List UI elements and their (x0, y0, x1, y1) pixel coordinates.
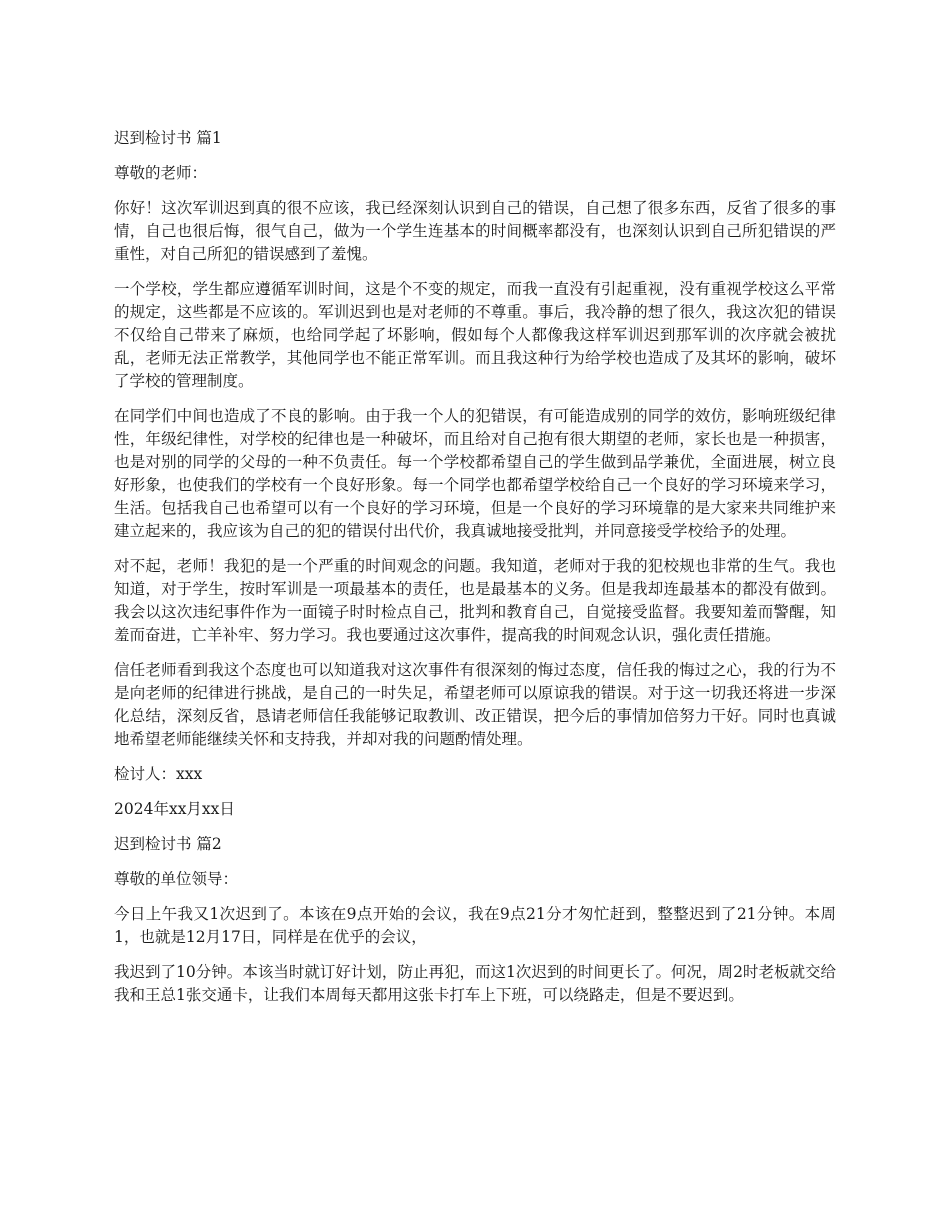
body-paragraph: 我迟到了10分钟。本该当时就订好计划，防止再犯，而这1次迟到的时间更长了。何况，周2时老板就交给我和王总1张交通卡，让我们本周每天都用这张卡打车上下班，可以绕路走，但是不要迟到。 (114, 963, 836, 1004)
body-paragraph: 信任老师看到我这个态度也可以知道我对这次事件有很深刻的悔过态度，信任我的悔过之心，我的行为不是向老师的纪律进行挑战，是自己的一时失足，希望老师可以原谅我的错误。对于这一切我还将进一步深化总结，深刻反省，恳请老师信任我能够记取教训、改正错误，把今后的事情加倍努力干好。同时也真诚地希望老师能继续关怀和支持我，并却对我的问题酌情处理。 (114, 661, 836, 748)
section-title-2: 迟到检讨书 篇2 (114, 835, 222, 853)
section-title-1: 迟到检讨书 篇1 (114, 129, 222, 147)
body-paragraph: 今日上午我又1次迟到了。本该在9点开始的会议，我在9点21分才匆忙赶到，整整迟到了21分钟。本周1，也就是12月17日，同样是在优乎的会议， (114, 905, 836, 946)
body-paragraph: 一个学校，学生都应遵循军训时间，这是个不变的规定，而我一直没有引起重视，没有重视学校这么平常的规定，这些都是不应该的。军训迟到也是对老师的不尊重。事后，我冷静的想了很久，我这次犯的错误不仅给自己带来了麻烦，也给同学起了坏影响，假如每个人都像我这样军训迟到那军训的次序就会被扰乱，老师无法正常教学，其他同学也不能正常军训。而且我这种行为给学校也造成了及其坏的影响，破坏了学校的管理制度。 (114, 280, 836, 390)
body-paragraph: 你好！这次军训迟到真的很不应该，我已经深刻认识到自己的错误，自己想了很多东西，反省了很多的事情，自己也很后悔，很气自己，做为一个学生连基本的时间概率都没有，也深刻认识到自己所犯错误的严重性，对自己所犯的错误感到了羞愧。 (114, 199, 836, 263)
salutation-2: 尊敬的单位领导： (114, 870, 239, 888)
body-paragraph: 在同学们中间也造成了不良的影响。由于我一个人的犯错误，有可能造成别的同学的效仿，影响班级纪律性，年级纪律性，对学校的纪律也是一种破坏，而且给对自己抱有很大期望的老师，家长也是一种损害，也是对别的同学的父母的一种不负责任。每一个学校都希望自己的学生做到品学兼优，全面进展，树立良好形象，也使我们的学校有一个良好形象。每一个同学也都希望学校给自己一个良好的学习环境来学习，生活。包括我自己也希望可以有一个良好的学习环境，但是一个良好的学习环境靠的是大家来共同维护来建立起来的，我应该为自己的犯的错误付出代价，我真诚地接受批判，并同意接受学校给予的处理。 (114, 407, 836, 540)
salutation-1: 尊敬的老师： (114, 164, 208, 182)
signature-line: 检讨人：xxx (114, 765, 203, 783)
body-paragraph: 对不起，老师！我犯的是一个严重的时间观念的问题。我知道，老师对于我的犯校规也非常的生气。我也知道，对于学生，按时军训是一项最基本的责任，也是最基本的义务。但是我却连最基本的都没有做到。我会以这次违纪事件作为一面镜子时时检点自己，批判和教育自己，自觉接受监督。我要知羞而警醒，知羞而奋进，亡羊补牢、努力学习。我也要通过这次事件，提高我的时间观念认识，强化责任措施。 (114, 557, 836, 644)
date-line: 2024年xx月xx日 (114, 800, 235, 818)
document-page (114, 127, 836, 1019)
